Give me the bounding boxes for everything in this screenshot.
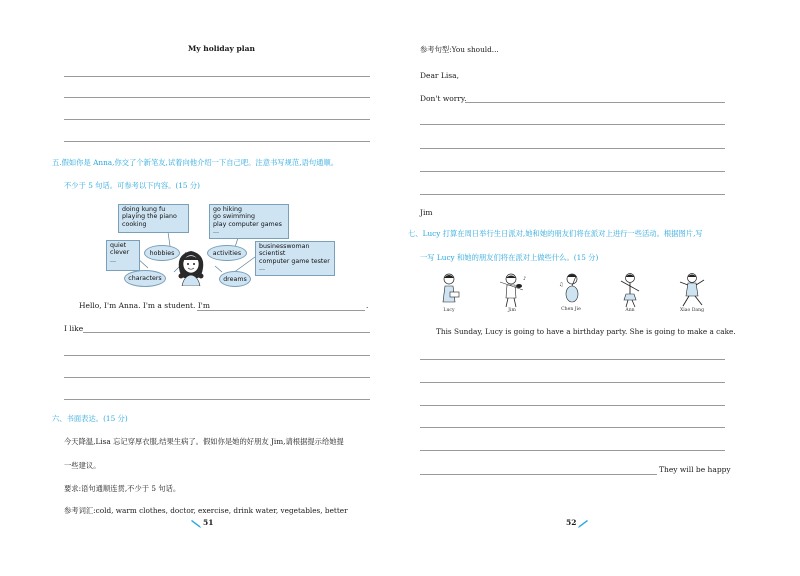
lucy-cake-figure: [437, 272, 461, 308]
writing-line[interactable]: [420, 148, 725, 149]
hobby-item: playing the piano: [122, 213, 177, 221]
writing-line[interactable]: [83, 332, 370, 333]
section6-title: 六、书面表达。(15 分): [52, 414, 128, 423]
sample-sentence: 参考句型:You should...: [420, 45, 499, 54]
activity-item: play computer games: [213, 220, 282, 228]
writing-line[interactable]: [420, 382, 725, 383]
section7-instruction: 七、Lucy 打算在周日举行生日派对,她和她的朋友们将在派对上进行一些活动。根据图片,写: [408, 229, 703, 238]
figure-label-chenjie: Chen Jie: [561, 307, 581, 312]
writing-line[interactable]: [420, 171, 725, 172]
figure-label-xiaodang: Xiao Dang: [679, 308, 705, 313]
writing-line[interactable]: [420, 450, 725, 451]
hobbies-bubble: hobbies: [144, 245, 180, 261]
character-item: ...: [110, 256, 117, 264]
plan-title: My holiday plan: [188, 44, 255, 53]
page-number-right: 52: [566, 518, 577, 527]
writing-line[interactable]: [420, 405, 725, 406]
pencil-icon: [577, 519, 589, 529]
writing-line[interactable]: [64, 399, 370, 400]
writing-line[interactable]: [420, 194, 725, 195]
writing-line: [64, 119, 370, 120]
section5-instruction-cont: 不少于 5 句话。可参考以下内容。(15 分): [64, 181, 201, 190]
xiaodang-kungfu-figure: [678, 272, 706, 308]
section6-vocabulary: 参考词汇:cold, warm clothes, doctor, exercise, drink water, vegetables, better: [64, 506, 348, 515]
ann-dance-figure: [618, 272, 642, 308]
section7-intro-sentence: This Sunday, Lucy is going to have a birthday party. She is going to make a cake.: [436, 327, 736, 336]
dream-item: businesswoman: [259, 243, 310, 250]
hello-sentence: [79, 301, 210, 310]
girl-illustration: [174, 246, 208, 286]
activity-item: go hiking: [213, 206, 242, 213]
character-item: clever: [110, 249, 130, 257]
writing-line[interactable]: [420, 359, 725, 360]
activities-box: [209, 204, 289, 239]
writing-line[interactable]: [465, 102, 725, 103]
writing-line[interactable]: [64, 377, 370, 378]
section7-instruction-cont: 一写 Lucy 和她的朋友们将在派对上做些什么。(15 分): [420, 253, 599, 262]
section6-requirement: 要求:语句通顺连贯,不少于 5 句话。: [64, 484, 181, 493]
svg-text:♪: ♪: [523, 276, 527, 282]
figure-label-jim: Jim: [508, 308, 516, 313]
jim-violin-figure: [497, 272, 527, 308]
chenjie-pipa-figure: [559, 272, 585, 308]
writing-line[interactable]: [64, 355, 370, 356]
section6-prompt: 今天降温,Lisa 忘记穿厚衣服,结果生病了。假如你是她的好朋友 Jim,请根据提示给她提: [64, 437, 344, 446]
dream-item: computer game tester: [259, 257, 330, 265]
writing-line[interactable]: [420, 427, 725, 428]
activity-item: ...: [213, 228, 220, 236]
hello-period: .: [366, 301, 369, 310]
hobby-item: cooking: [122, 220, 147, 228]
characters-box: [106, 240, 140, 271]
dream-item: ...: [259, 265, 266, 273]
svg-text:♫: ♫: [559, 282, 564, 288]
i-like-label: I like: [64, 324, 84, 333]
characters-bubble: characters: [124, 270, 166, 287]
writing-line: [64, 97, 370, 98]
writing-line: [64, 76, 370, 77]
figure-label-ann: Ann: [625, 308, 635, 313]
activities-bubble: activities: [207, 245, 247, 261]
figure-label-lucy: Lucy: [443, 308, 455, 313]
character-item: quiet: [110, 242, 127, 249]
activity-item: go swimming: [213, 213, 256, 221]
section5-instruction: 五.假如你是 Anna,你交了个新笔友,试着向他介绍一下自己吧。注意书写规范,语句通顺。: [52, 158, 339, 167]
writing-line[interactable]: [420, 124, 725, 125]
letter-signature: Jim: [420, 208, 433, 217]
dreams-box: [255, 241, 335, 276]
section7-closing-sentence: They will be happy: [659, 465, 731, 474]
pencil-icon: [190, 519, 202, 529]
letter-greeting: Dear Lisa,: [420, 71, 459, 80]
writing-line[interactable]: [420, 474, 657, 475]
page-number-left: 51: [203, 518, 214, 527]
hobby-item: doing kung fu: [122, 206, 166, 213]
writing-line: [64, 141, 370, 142]
letter-opening: Don't worry.: [420, 94, 467, 103]
hello-text: Hello, I'm Anna. I'm a student. I'm: [79, 301, 210, 310]
section6-prompt-cont: 一些建议。: [64, 461, 101, 470]
fill-in-blank[interactable]: [197, 310, 365, 311]
dream-item: scientist: [259, 250, 286, 258]
hobbies-box: [118, 204, 189, 233]
dreams-bubble: dreams: [219, 271, 251, 287]
